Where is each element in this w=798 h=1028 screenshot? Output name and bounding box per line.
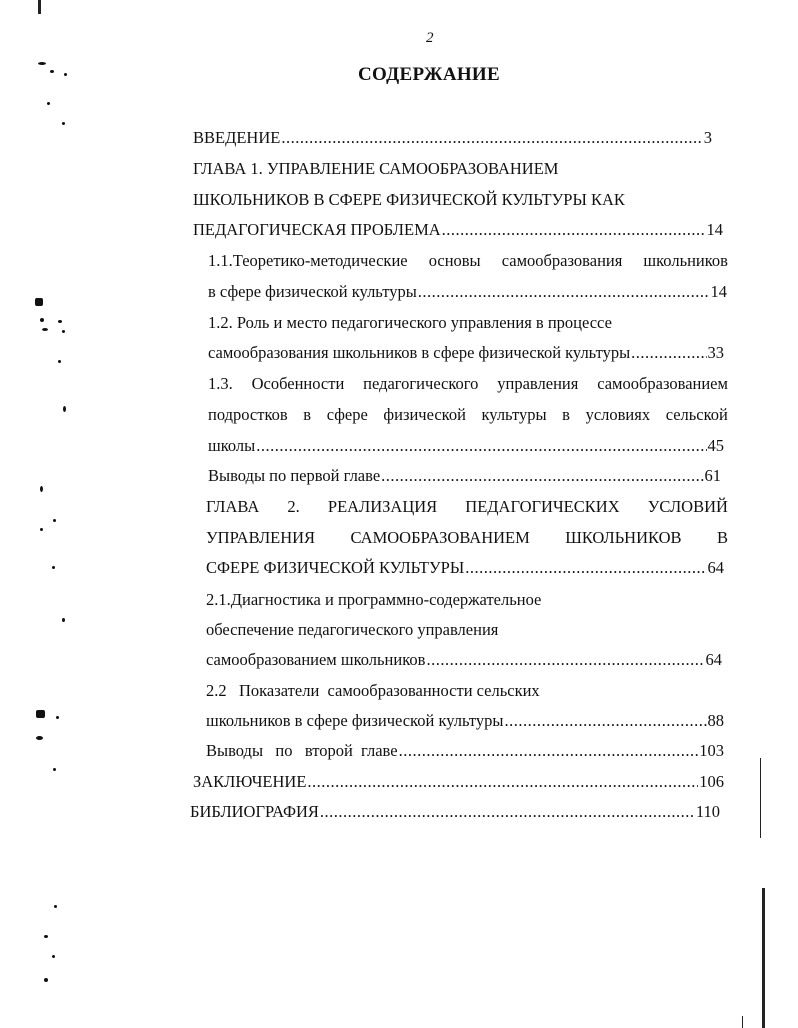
scan-speck [44,978,48,982]
scan-speck [50,70,54,73]
toc-chapter1-line3[interactable] [193,220,723,240]
scan-line [742,1016,743,1028]
toc-chapter2-line3[interactable] [206,558,724,578]
scan-speck [64,73,67,76]
toc-conc2[interactable] [206,741,724,761]
toc-entry-title: Выводы по второй главе [206,741,398,760]
scan-speck [53,768,56,771]
scan-speck [62,618,65,622]
scan-speck [53,519,56,522]
toc-s2-1-line1[interactable]: 2.1.Диагностика и программно-содержательное [206,590,542,609]
toc-s2-1-line2[interactable]: обеспечение педагогического управления [206,620,499,639]
dot-leader [631,343,706,363]
toc-s1-3-line1[interactable] [208,374,728,394]
toc-entry-page: 33 [707,343,724,362]
toc-entry-page: 14 [710,282,727,301]
word: В [716,528,728,547]
toc-entry-page: 61 [704,466,721,485]
scan-speck [36,710,45,718]
scan-speck [58,320,62,323]
toc-entry-title: школы [208,436,256,455]
word: сфере [326,405,368,424]
word: ШКОЛЬНИКОВ [565,528,682,547]
word: школьников [643,251,728,270]
toc-conclusion[interactable] [193,772,724,792]
toc-entry-title: в сфере физической культуры [208,282,417,301]
scan-speck [38,62,46,65]
toc-s1-3-line3[interactable] [208,436,724,456]
dot-leader [281,128,702,148]
toc-chapter1-line2[interactable]: ШКОЛЬНИКОВ В СФЕРЕ ФИЗИЧЕСКОЙ КУЛЬТУРЫ КАК [193,190,625,209]
word: Особенности [251,374,345,393]
dot-leader [465,558,706,578]
scan-speck [47,102,50,105]
toc-entry-title: БИБЛИОГРАФИЯ [190,802,319,821]
word: самообразования [501,251,623,270]
word: УСЛОВИЙ [647,497,728,516]
toc-chapter2-line2[interactable] [206,528,728,548]
scan-speck [62,122,65,125]
scan-speck [40,318,44,322]
dot-leader [504,711,706,731]
toc-entry-title: школьников в сфере физической культуры [206,711,504,730]
scan-speck [36,736,43,740]
word: 2. [287,497,300,516]
scan-speck [58,360,61,363]
word: 1.3. [208,374,233,393]
toc-entry-page: 45 [707,436,724,455]
word: сельской [665,405,728,424]
toc-entry-page: 64 [707,558,724,577]
toc-s1-1-line2[interactable] [208,282,727,302]
toc-entry-title: самообразования школьников в сфере физической культуры [208,343,631,362]
scan-speck [52,566,55,569]
word: самообразованием [597,374,728,393]
toc-entry-page: 88 [707,711,724,730]
dot-leader [320,802,695,822]
dot-leader [256,436,706,456]
word: ГЛАВА [206,497,260,516]
dot-leader [426,650,704,670]
toc-s2-2-line1[interactable]: 2.2 Показатели самообразованности сельских [206,681,540,700]
word: условиях [585,405,651,424]
scan-speck [52,955,55,958]
scan-speck [40,486,43,492]
scan-line [38,0,41,14]
scan-line [762,888,765,1028]
scan-speck [42,328,48,331]
toc-entry-page: 103 [699,741,724,760]
word: в [562,405,570,424]
toc-s1-1-line1[interactable] [208,251,728,271]
toc-chapter2-line1[interactable] [206,497,728,517]
dot-leader [381,466,703,486]
word: физической [383,405,466,424]
toc-entry-title: ЗАКЛЮЧЕНИЕ [193,772,307,791]
toc-entry-title: Выводы по первой главе [208,466,381,485]
toc-entry-page: 3 [703,128,712,147]
toc-entry-title: ВВЕДЕНИЕ [193,128,281,147]
scan-speck [35,298,43,306]
toc-conc1[interactable] [208,466,721,486]
word: управления [497,374,579,393]
toc-s2-1-line3[interactable] [206,650,722,670]
toc-entry-title: СФЕРЕ ФИЗИЧЕСКОЙ КУЛЬТУРЫ [206,558,465,577]
toc-s1-2-line1[interactable]: 1.2. Роль и место педагогического управления в процессе [208,313,612,332]
toc-entry-page: 106 [699,772,724,791]
page-title: СОДЕРЖАНИЕ [358,64,500,85]
scan-speck [62,330,65,333]
page-number: 2 [426,30,434,46]
dot-leader [399,741,699,761]
toc-entry-page: 64 [705,650,722,669]
word: в [303,405,312,424]
toc-entry-page: 110 [695,802,720,821]
scan-speck [44,935,48,938]
scan-line [760,758,761,838]
dot-leader [442,220,706,240]
scan-speck [63,406,66,412]
word: 1.1.Теоретико-методические [208,251,408,270]
toc-s1-3-line2[interactable] [208,405,728,425]
scan-speck [56,716,59,719]
word: педагогического [363,374,479,393]
word: РЕАЛИЗАЦИЯ [327,497,438,516]
scan-speck [40,528,43,531]
toc-entry-intro[interactable] [193,128,712,148]
scan-speck [54,905,57,908]
toc-chapter1-line1[interactable]: ГЛАВА 1. УПРАВЛЕНИЕ САМООБРАЗОВАНИЕМ [193,159,559,178]
dot-leader [418,282,710,302]
toc-bibliography[interactable] [190,802,720,822]
toc-s1-2-line2[interactable] [208,343,724,363]
word: ПЕДАГОГИЧЕСКИХ [465,497,620,516]
word: УПРАВЛЕНИЯ [206,528,316,547]
toc-entry-title: ПЕДАГОГИЧЕСКАЯ ПРОБЛЕМА [193,220,441,239]
toc-entry-title: самообразованием школьников [206,650,426,669]
word: культуры [481,405,547,424]
toc-s2-2-line2[interactable] [206,711,724,731]
toc-entry-page: 14 [706,220,723,239]
word: основы [428,251,481,270]
word: подростков [208,405,288,424]
word: САМООБРАЗОВАНИЕМ [350,528,530,547]
dot-leader [307,772,698,792]
